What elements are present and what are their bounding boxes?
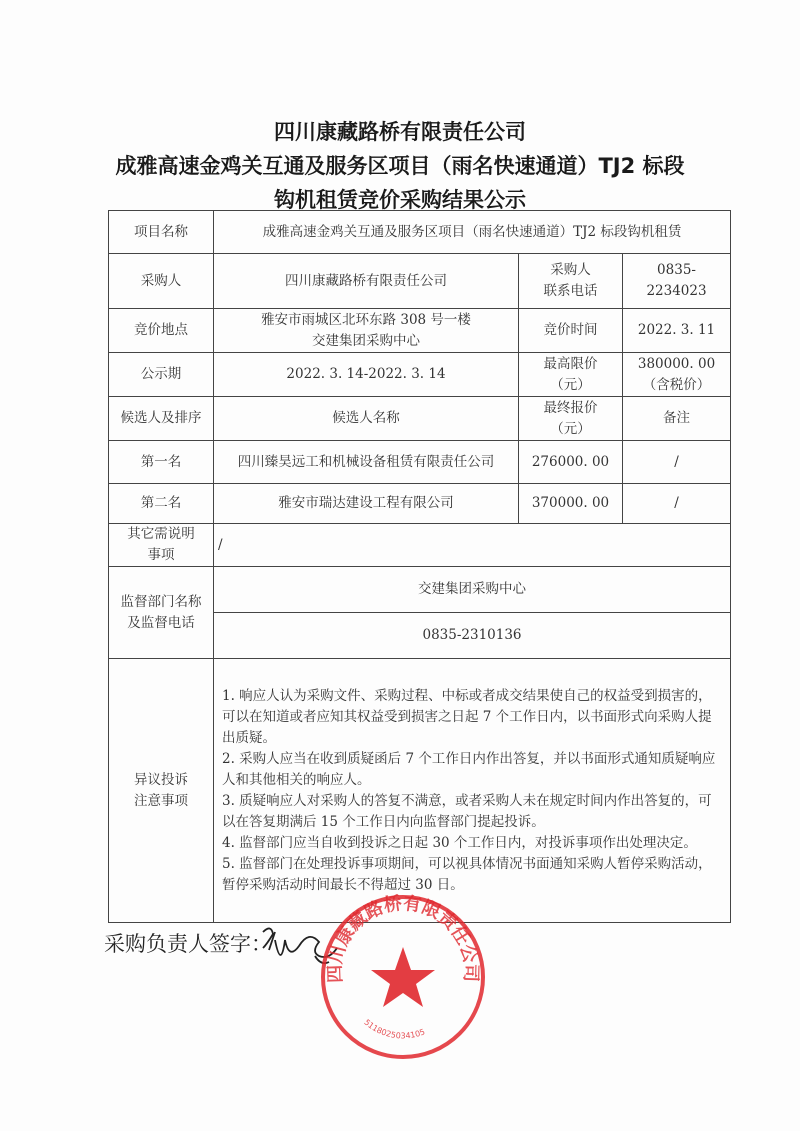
- supervisor-label-2: 及监督电话: [127, 614, 195, 631]
- row-candidate-header: [109, 397, 731, 441]
- buyer-value: 四川康藏路桥有限责任公司: [214, 254, 519, 309]
- location-value: [214, 309, 519, 353]
- seal-number: 5118025034105: [362, 1017, 427, 1041]
- notice-item: 2. 采购人应当在收到质疑函后 7 个工作日内作出答复，并以书面形式通知质疑响应人和其他相关的响应人。: [222, 750, 716, 788]
- candidate-price-header: [519, 397, 623, 441]
- location-label: 竞价地点: [109, 309, 214, 353]
- max-label-2: （元）: [550, 376, 591, 393]
- document-title-line2: 成雅高速金鸡关互通及服务区项目（雨名快速通道）TJ2 标段: [115, 154, 685, 178]
- notice-list: [214, 659, 731, 923]
- seal-star-icon: [371, 947, 435, 1007]
- candidate-name: 四川臻昊远工和机械设备租赁有限责任公司: [214, 441, 519, 484]
- supervisor-name: 交建集团采购中心: [214, 567, 730, 613]
- time-label: 竞价时间: [519, 309, 623, 353]
- row-notices: [109, 659, 731, 923]
- time-value: 2022. 3. 11: [623, 309, 731, 353]
- supervisor-label: [109, 567, 214, 659]
- other-label: [109, 524, 214, 567]
- max-price-label: [519, 353, 623, 397]
- notice-item: 1. 响应人认为采购文件、采购过程、中标或者成交结果使自己的权益受到损害的，可以在知道或者应知其权益受到损害之日起 7 个工作日内，以书面形式向采购人提出质疑。: [222, 687, 712, 746]
- candidate-rank: 第一名: [109, 441, 214, 484]
- candidate-note-header: 备注: [623, 397, 731, 441]
- supervisor-phone: 0835-2310136: [422, 627, 522, 643]
- candidate-rank-header: 候选人及排序: [109, 397, 214, 441]
- project-value: 成雅高速金鸡关互通及服务区项目（雨名快速通道）TJ2 标段钩机租赁: [214, 211, 731, 254]
- row-buyer: [109, 254, 731, 309]
- notice-item: 5. 监督部门在处理投诉事项期间，可以视具体情况书面通知采购人暂停采购活动，暂停采购活动时间最长不得超过 30 日。: [222, 855, 712, 893]
- candidate-name-header: 候选人名称: [214, 397, 519, 441]
- notice-item: 4. 监督部门应当自收到投诉之日起 30 个工作日内，对投诉事项作出处理决定。: [222, 834, 697, 851]
- location-line-1: 雅安市雨城区北环东路 308 号一楼: [261, 311, 471, 328]
- price-header-2: （元）: [550, 420, 591, 437]
- svg-text:5118025034105: [362, 1018, 426, 1041]
- result-table: [108, 210, 731, 923]
- period-value: 2022. 3. 14-2022. 3. 14: [214, 353, 519, 397]
- price-header-1: 最终报价: [543, 399, 598, 416]
- buyer-label: 采购人: [109, 254, 214, 309]
- candidate-rank: 第二名: [109, 484, 214, 524]
- max-price-value: [623, 353, 731, 397]
- project-label: 项目名称: [109, 211, 214, 254]
- supervisor-value: [214, 567, 731, 659]
- candidate-row: [109, 484, 731, 524]
- phone-value: 0835-2234023: [623, 254, 731, 309]
- notice-item: 3. 质疑响应人对采购人的答复不满意，或者采购人未在规定时间内作出答复的，可以在答复期满后 15 个工作日内向监督部门提起投诉。: [222, 792, 712, 830]
- candidate-note: /: [623, 484, 731, 524]
- candidate-price: 370000. 00: [519, 484, 623, 524]
- max-value-1: 380000. 00: [637, 355, 716, 372]
- phone-label-1: 采购人: [550, 262, 591, 278]
- other-value: /: [214, 524, 731, 567]
- notice-label-1: 异议投诉: [134, 771, 188, 788]
- notice-label-2: 注意事项: [134, 792, 188, 809]
- candidate-row: [109, 441, 731, 484]
- seal-text: 四川康藏路桥有限责任公司: [324, 892, 482, 984]
- row-period: [109, 353, 731, 397]
- row-project: [109, 211, 731, 254]
- phone-label: [519, 254, 623, 309]
- candidate-note: /: [623, 441, 731, 484]
- document-title-line3: 钩机租赁竞价采购结果公示: [274, 188, 526, 212]
- notice-label: [109, 659, 214, 923]
- company-seal: [318, 892, 488, 1062]
- other-label-1: 其它需说明: [127, 526, 195, 542]
- candidate-name: 雅安市瑞达建设工程有限公司: [214, 484, 519, 524]
- row-other: [109, 524, 731, 567]
- phone-label-2: 联系电话: [543, 283, 598, 299]
- candidate-price: 276000. 00: [519, 441, 623, 484]
- supervisor-label-1: 监督部门名称: [120, 593, 202, 610]
- other-label-2: 事项: [147, 547, 175, 563]
- max-label-1: 最高限价: [543, 355, 598, 372]
- location-line-2: 交建集团采购中心: [312, 332, 420, 349]
- signature-label: 采购负责人签字：: [104, 932, 272, 956]
- row-supervisor: [109, 567, 731, 659]
- company-title: 四川康藏路桥有限责任公司: [274, 120, 526, 144]
- row-location: [109, 309, 731, 353]
- period-label: 公示期: [109, 353, 214, 397]
- max-value-2: （含税价）: [642, 376, 711, 393]
